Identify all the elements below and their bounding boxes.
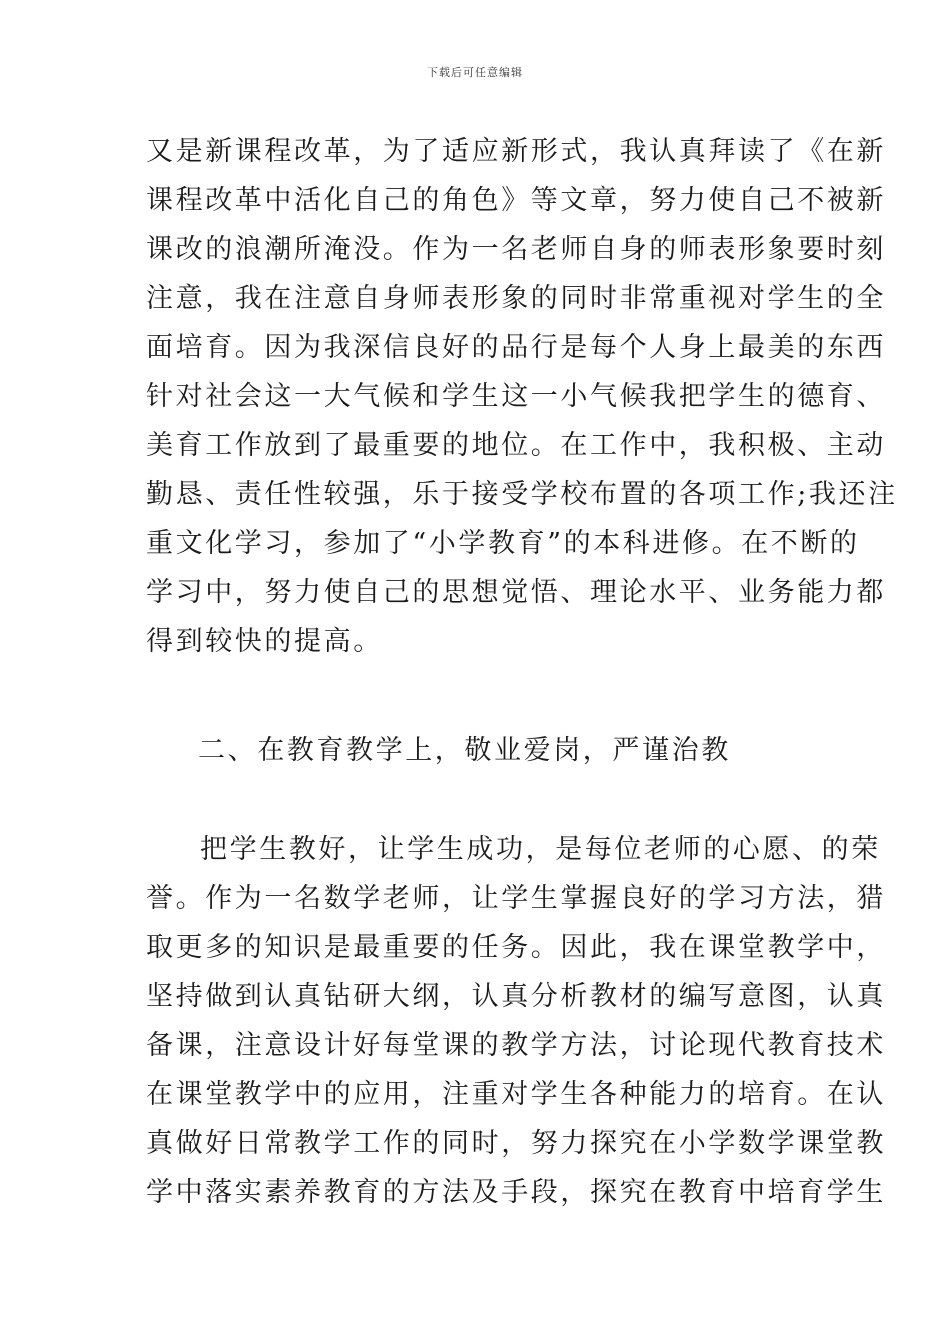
text-line: 美育工作放到了最重要的地位。在工作中，我积极、主动 xyxy=(146,430,886,461)
text-line: 课程改革中活化自己的角色》等文章，努力使自己不被新 xyxy=(146,185,886,216)
text-line: 重文化学习，参加了“小学教育”的本科进修。在不断的 xyxy=(146,528,860,559)
paragraph-2 xyxy=(146,825,886,1217)
text-line: 誉。作为一名数学老师，让学生掌握良好的学习方法，猎 xyxy=(146,883,886,914)
section-heading: 二、在教育教学上，敬业爱岗，严谨治教 xyxy=(198,735,731,766)
text-line: 针对社会这一大气候和学生这一小气候我把学生的德育、 xyxy=(146,381,886,412)
text-line: 又是新课程改革，为了适应新形式，我认真拜读了《在新 xyxy=(146,136,886,167)
text-line: 坚持做到认真钻研大纲，认真分析教材的编写意图，认真 xyxy=(146,981,886,1012)
text-line: 在课堂教学中的应用，注重对学生各种能力的培育。在认 xyxy=(146,1079,886,1110)
text-line: 学中落实素养教育的方法及手段，探究在教育中培育学生 xyxy=(146,1177,886,1208)
text-line: 面培育。因为我深信良好的品行是每个人身上最美的东西 xyxy=(146,332,886,363)
text-line: 取更多的知识是最重要的任务。因此，我在课堂教学中， xyxy=(146,932,886,963)
text-line: 得到较快的提高。 xyxy=(146,626,383,657)
text-line: 把学生教好，让学生成功，是每位老师的心愿、的荣 xyxy=(200,834,881,865)
text-line: 课改的浪潮所淹没。作为一名老师自身的师表形象要时刻 xyxy=(146,234,886,265)
text-line: 注意，我在注意自身师表形象的同时非常重视对学生的全 xyxy=(146,283,886,314)
text-line: 学习中，努力使自己的思想觉悟、理论水平、业务能力都 xyxy=(146,577,886,608)
header-note: 下载后可任意编辑 xyxy=(427,66,523,79)
text-line: 勤恳、责任性较强，乐于接受学校布置的各项工作;我还注 xyxy=(146,479,898,510)
text-line: 真做好日常教学工作的同时，努力探究在小学数学课堂教 xyxy=(146,1128,886,1159)
paragraph-1 xyxy=(146,127,898,666)
text-line: 备课，注意设计好每堂课的教学方法，讨论现代教育技术 xyxy=(146,1030,886,1061)
